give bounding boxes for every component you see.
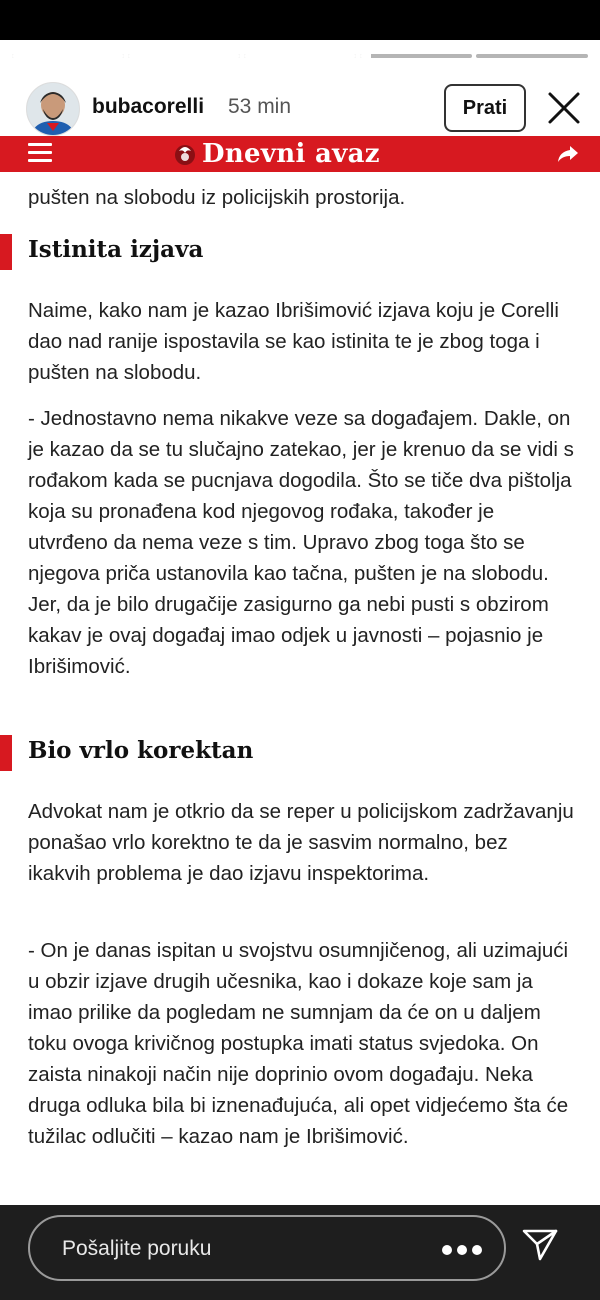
progress-segment <box>244 54 356 58</box>
logo-mark-icon <box>172 141 198 167</box>
section-title: Bio vrlo korektan <box>28 737 254 764</box>
message-placeholder: Pošaljite poruku <box>62 1237 212 1260</box>
story-progress <box>12 54 588 58</box>
site-header <box>0 136 600 172</box>
site-logo[interactable] <box>172 136 380 172</box>
more-icon[interactable] <box>442 1245 482 1257</box>
progress-fill <box>360 54 371 58</box>
timestamp: 53 min <box>228 95 292 118</box>
heading-accent-bar <box>0 234 12 270</box>
section-heading <box>0 234 600 270</box>
message-input[interactable] <box>28 1215 506 1281</box>
progress-fill <box>12 54 124 58</box>
progress-fill <box>244 54 356 58</box>
status-bar-area <box>0 0 600 40</box>
site-name: Dnevni avaz <box>202 139 380 169</box>
close-icon[interactable] <box>544 88 584 128</box>
article-paragraph: Naime, kako nam je kazao Ibrišimović izjava koju je Corelli dao nad ranije ispostavila se kao istinita te je zbog toga i pušten na slobodu. <box>28 299 559 384</box>
progress-segment <box>128 54 240 58</box>
section-title: Istinita izjava <box>28 236 204 263</box>
article-paragraph: pušten na slobodu iz policijskih prostorija. <box>28 186 406 209</box>
send-icon[interactable] <box>520 1225 560 1265</box>
article-paragraph: - Jednostavno nema nikakve veze sa događajem. Dakle, on je kazao da se tu slučajno zatekao, jer je krenuo da se vidi s rođakom kada se pucnjava dogodila. Što se tiče dva pištolja koja su pronađena kod njegovog rođaka, također je utvrđeno da nema veze s tim. Upravo zbog toga što se njegova priča ustanovila kao tačna, pušten je na slobodu. Jer, da je bilo drugačije zasigurno ga nebi pusti s obzirom kakav je ovaj događaj imao odjek u javnosti – pojasnio je Ibrišimović. <box>28 407 574 678</box>
progress-segment <box>360 54 472 58</box>
progress-segment <box>476 54 588 58</box>
follow-button[interactable]: Prati <box>444 84 526 132</box>
share-icon[interactable] <box>556 143 580 165</box>
message-bar <box>0 1205 600 1300</box>
article-paragraph: Advokat nam je otkrio da se reper u policijskom zadržavanju ponašao vrlo korektno te da je sasvim normalno, bez ikakvih problema je dao izjavu inspektorima. <box>28 800 574 885</box>
progress-fill <box>128 54 240 58</box>
heading-accent-bar <box>0 735 12 771</box>
section-heading <box>0 735 600 771</box>
menu-icon[interactable] <box>28 143 52 165</box>
avatar-image <box>27 83 79 135</box>
username[interactable]: bubacorelli <box>92 95 205 118</box>
avatar[interactable] <box>26 82 80 136</box>
story-header <box>0 62 600 140</box>
article-paragraph: - On je danas ispitan u svojstvu osumnjičenog, ali uzimajući u obzir izjave drugih učesnika, kao i dokaze koje sam ja imao prilike da pogledam ne sumnjam da će on u daljem toku ovoga krivičnog postupka imati status svjedoka. On zaista ninakoji način nije doprinio ovom događaju. Neka druga odluka bila bi iznenađujuća, ali opet vidjećemo šta će tužilac odlučiti – kazao nam je Ibrišimović. <box>28 939 569 1148</box>
progress-segment <box>12 54 124 58</box>
